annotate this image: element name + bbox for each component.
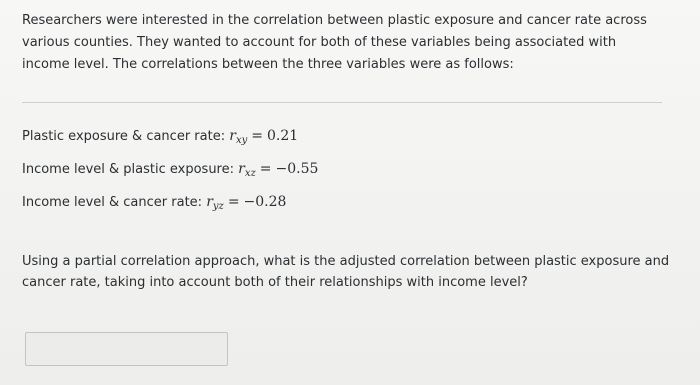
correlation-formula — [229, 128, 298, 144]
correlation-subscript: xy — [235, 135, 248, 146]
equals-sign: = — [251, 128, 263, 144]
answer-input[interactable] — [25, 332, 228, 366]
correlation-label: Income level & cancer rate: — [22, 195, 203, 210]
correlation-label: Income level & plastic exposure: — [22, 162, 234, 177]
correlation-symbol: r — [206, 194, 213, 210]
correlation-value: −0.28 — [243, 194, 287, 210]
correlation-symbol: r — [229, 128, 236, 144]
correlation-value: 0.21 — [266, 128, 299, 144]
correlation-value: −0.55 — [275, 161, 319, 177]
correlation-row-yz — [22, 194, 286, 212]
problem-intro-block — [22, 10, 662, 103]
problem-intro-text: Researchers were interested in the correlation between plastic exposure and cancer rate across various counties. They wanted to account for both of these variables being associated with income level. The correlations between the three variables were as follows: — [22, 13, 647, 72]
correlation-row-xy — [22, 128, 298, 146]
question-text: Using a partial correlation approach, what is the adjusted correlation between plastic exposure and cancer rate, taking into account both of their relationships with income level? — [22, 254, 670, 290]
correlation-subscript: yz — [212, 201, 224, 212]
correlation-formula — [206, 194, 286, 210]
correlation-symbol: r — [238, 161, 245, 177]
correlation-row-xz — [22, 161, 318, 179]
correlation-label: Plastic exposure & cancer rate: — [22, 129, 226, 144]
correlation-formula — [238, 161, 318, 177]
equals-sign: = — [259, 161, 272, 177]
equals-sign: = — [227, 194, 240, 210]
correlation-subscript: xz — [244, 168, 256, 179]
